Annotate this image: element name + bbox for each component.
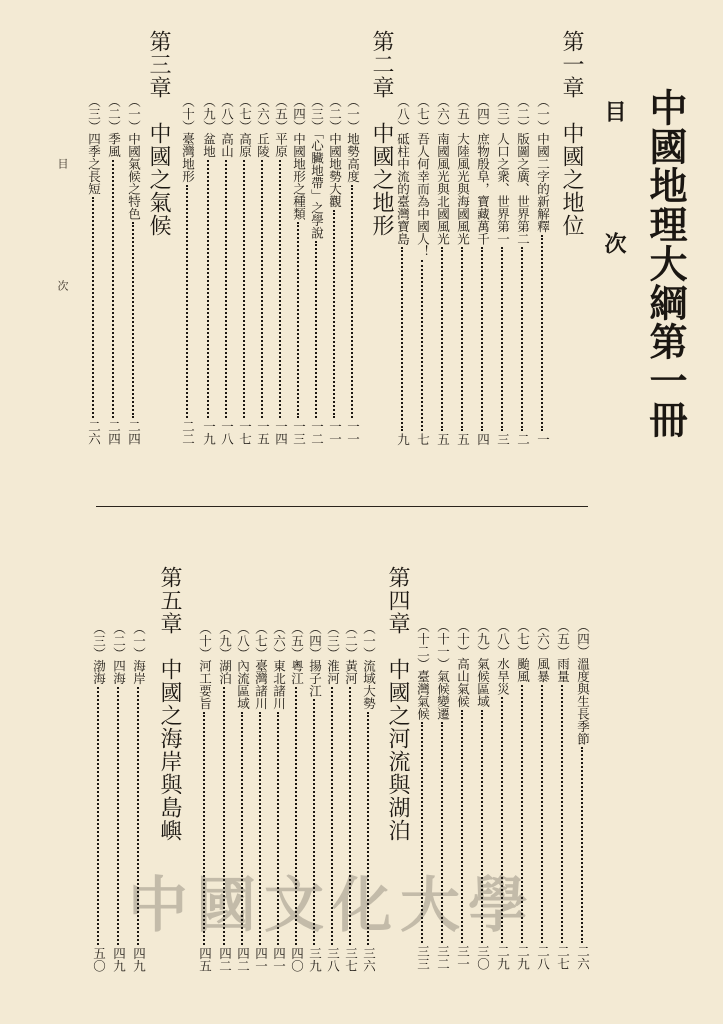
- entry-page: 九: [395, 432, 411, 445]
- entry-label: （十一）氣候變遷: [435, 620, 451, 720]
- dot-leader: [243, 160, 245, 419]
- entry-page: 一五: [255, 420, 271, 445]
- entry-page: 一二: [309, 420, 325, 445]
- chapter-3-entry-5: [556, 620, 569, 970]
- chapter-3-heading: 第三章 中國之氣候: [146, 30, 171, 237]
- entry-page: 四九: [131, 947, 147, 972]
- chapter-2-entry-2: [328, 95, 341, 445]
- entry-page: 三七: [343, 947, 359, 972]
- entry-page: 一一: [345, 420, 361, 445]
- entry-page: 二四: [126, 420, 142, 445]
- chapter-1-heading: 第一章 中國之地位: [559, 30, 584, 237]
- entry-label: （八）砥柱中流的臺灣寶島: [395, 95, 411, 245]
- entry-page: 四: [475, 432, 491, 445]
- entry-page: 二: [515, 432, 531, 445]
- chapter-2-entry-9: [202, 95, 215, 445]
- entry-page: 四五: [197, 947, 213, 972]
- chapter-2-heading: 第二章 中國之地形: [369, 30, 394, 237]
- chapter-3-entry-1: [127, 95, 140, 445]
- chapter-3-entry-2: [107, 95, 120, 445]
- entry-label: （五）粵江: [289, 622, 305, 685]
- chapter-2-entry-4: [292, 95, 305, 445]
- entry-label: （六）風暴: [535, 620, 551, 683]
- dot-leader: [207, 160, 209, 419]
- entry-label: （六）南國風光與北國風光: [435, 95, 451, 245]
- entry-label: （十）河工要旨: [197, 622, 213, 710]
- chapter-5-entry-2: [112, 622, 125, 972]
- book-title: 中國地理大綱第一冊: [643, 88, 688, 439]
- dot-leader: [521, 247, 523, 431]
- entry-label: （五）平原: [273, 95, 289, 158]
- entry-label: （一）海岸: [131, 622, 147, 685]
- chapter-4-heading: 第四章 中國之河流與湖泊: [385, 566, 410, 842]
- chapter-2-entry-8: [220, 95, 233, 445]
- entry-label: （五）大陸風光與海國風光: [455, 95, 471, 245]
- dot-leader: [92, 197, 94, 418]
- entry-label: （三）人口之衆、世界第一: [495, 95, 511, 245]
- chapter-2-entry-10: [181, 95, 194, 445]
- chapter-5-heading: 第五章 中國之海岸與島嶼: [157, 566, 182, 842]
- entry-label: （一）流域大勢: [361, 622, 377, 710]
- chapter-1-entry-2: [516, 95, 529, 445]
- entry-label: （八）高山: [219, 95, 235, 158]
- dot-leader: [97, 687, 99, 946]
- entry-page: 三一: [455, 945, 471, 970]
- contents-heading: 目 次: [601, 100, 627, 298]
- entry-page: 二二: [180, 420, 196, 445]
- entry-label: （二）季風: [106, 95, 122, 158]
- dot-leader: [297, 222, 299, 418]
- entry-page: 一: [535, 432, 551, 445]
- chapter-1-entry-8: [396, 95, 409, 445]
- dot-leader: [315, 241, 317, 418]
- chapter-2-entry-6: [256, 95, 269, 445]
- entry-page: 一一: [327, 420, 343, 445]
- dot-leader: [333, 210, 335, 419]
- entry-label: （七）臺灣諸川: [253, 622, 269, 710]
- entry-page: 四一: [271, 947, 287, 972]
- chapter-1-entry-5: [456, 95, 469, 445]
- entry-label: （十二）臺灣氣候: [415, 620, 431, 720]
- dot-leader: [541, 685, 543, 944]
- entry-page: 一九: [201, 420, 217, 445]
- chapter-1-entry-7: [416, 95, 429, 445]
- entry-label: （六）丘陵: [255, 95, 271, 158]
- entry-page: 三八: [325, 947, 341, 972]
- entry-label: （二）版圖之廣、世界第二: [515, 95, 531, 245]
- entry-label: （一）中國氣候之特色: [126, 95, 142, 220]
- dot-leader: [112, 160, 114, 419]
- entry-page: 二九: [495, 945, 511, 970]
- section-divider: [96, 506, 588, 507]
- entry-label: （七）高原: [237, 95, 253, 158]
- chapter-5-entry-3: [92, 622, 105, 972]
- entry-label: （一）中國二字的新解釋: [535, 95, 551, 233]
- dot-leader: [279, 160, 281, 419]
- chapter-1-entry-4: [476, 95, 489, 445]
- entry-label: （三）「心臟地帶」之學說: [309, 95, 325, 239]
- dot-leader: [225, 160, 227, 419]
- entry-page: 三九: [307, 947, 323, 972]
- chapter-3-entry-3: [87, 95, 100, 445]
- dot-leader: [351, 185, 353, 419]
- entry-page: 五〇: [91, 947, 107, 972]
- entry-page: 一四: [273, 420, 289, 445]
- chapter-3-entry-4: [576, 620, 589, 970]
- entry-page: 二八: [535, 945, 551, 970]
- entry-label: （二）中國地勢大觀: [327, 95, 343, 208]
- entry-page: 四二: [217, 947, 233, 972]
- dot-leader: [481, 247, 483, 431]
- entry-page: 二九: [515, 945, 531, 970]
- dot-leader: [441, 247, 443, 431]
- dot-leader: [117, 687, 119, 946]
- entry-page: 七: [415, 432, 431, 445]
- entry-page: 一七: [237, 420, 253, 445]
- entry-page: 三六: [361, 947, 377, 972]
- entry-label: （三）渤海: [91, 622, 107, 685]
- entry-page: 一八: [219, 420, 235, 445]
- dot-leader: [401, 247, 403, 431]
- dot-leader: [421, 260, 423, 431]
- entry-label: （四）溫度與生長季節: [575, 620, 591, 745]
- entry-page: 四〇: [289, 947, 305, 972]
- dot-leader: [461, 247, 463, 431]
- entry-page: 四二: [235, 947, 251, 972]
- chapter-2-entry-1: [346, 95, 359, 445]
- entry-label: （八）水旱災: [495, 620, 511, 695]
- entry-label: （四）中國地形之種類: [291, 95, 307, 220]
- entry-label: （八）內流區域: [235, 622, 251, 710]
- entry-label: （六）東北諸川: [271, 622, 287, 710]
- entry-page: 三三: [415, 945, 431, 970]
- dot-leader: [541, 235, 543, 431]
- entry-page: 二六: [575, 945, 591, 970]
- chapter-2-entry-5: [274, 95, 287, 445]
- entry-label: （四）庶物殷阜，寶藏萬千: [475, 95, 491, 245]
- entry-label: （十）高山氣候: [455, 620, 471, 708]
- entry-page: 三二: [435, 945, 451, 970]
- entry-label: （七）颱風: [515, 620, 531, 683]
- entry-page: 二四: [106, 420, 122, 445]
- entry-label: （三）四季之長短: [86, 95, 102, 195]
- entry-page: 三〇: [475, 945, 491, 970]
- chapter-1-entry-6: [436, 95, 449, 445]
- entry-page: 三: [495, 432, 511, 445]
- dot-leader: [132, 222, 134, 418]
- entry-label: （二）黃河: [343, 622, 359, 685]
- chapter-3-entry-6: [536, 620, 549, 970]
- entry-page: 四九: [111, 947, 127, 972]
- entry-label: （三）淮河: [325, 622, 341, 685]
- entry-label: （七）吾人何幸而為中國人！: [415, 95, 431, 258]
- dot-leader: [261, 160, 263, 419]
- dot-leader: [186, 185, 188, 419]
- dot-leader: [501, 247, 503, 431]
- chapter-1-entry-1: [536, 95, 549, 445]
- university-watermark: 中國文化大學: [128, 871, 536, 941]
- entry-label: （五）雨量: [555, 620, 571, 683]
- margin-label: 目 次: [56, 158, 69, 341]
- entry-page: 五: [455, 432, 471, 445]
- entry-page: 五: [435, 432, 451, 445]
- dot-leader: [561, 685, 563, 944]
- entry-page: 二七: [555, 945, 571, 970]
- entry-page: 一三: [291, 420, 307, 445]
- entry-label: （九）氣候區域: [475, 620, 491, 708]
- dot-leader: [581, 747, 583, 943]
- entry-label: （一）地勢高度: [345, 95, 361, 183]
- chapter-1-entry-3: [496, 95, 509, 445]
- entry-page: 二六: [86, 420, 102, 445]
- entry-label: （九）盆地: [201, 95, 217, 158]
- entry-label: （十）臺灣地形: [180, 95, 196, 183]
- entry-page: 四一: [253, 947, 269, 972]
- chapter-2-entry-3: [310, 95, 323, 445]
- entry-label: （九）湖泊: [217, 622, 233, 685]
- chapter-2-entry-7: [238, 95, 251, 445]
- entry-label: （四）揚子江: [307, 622, 323, 697]
- entry-label: （二）四海: [111, 622, 127, 685]
